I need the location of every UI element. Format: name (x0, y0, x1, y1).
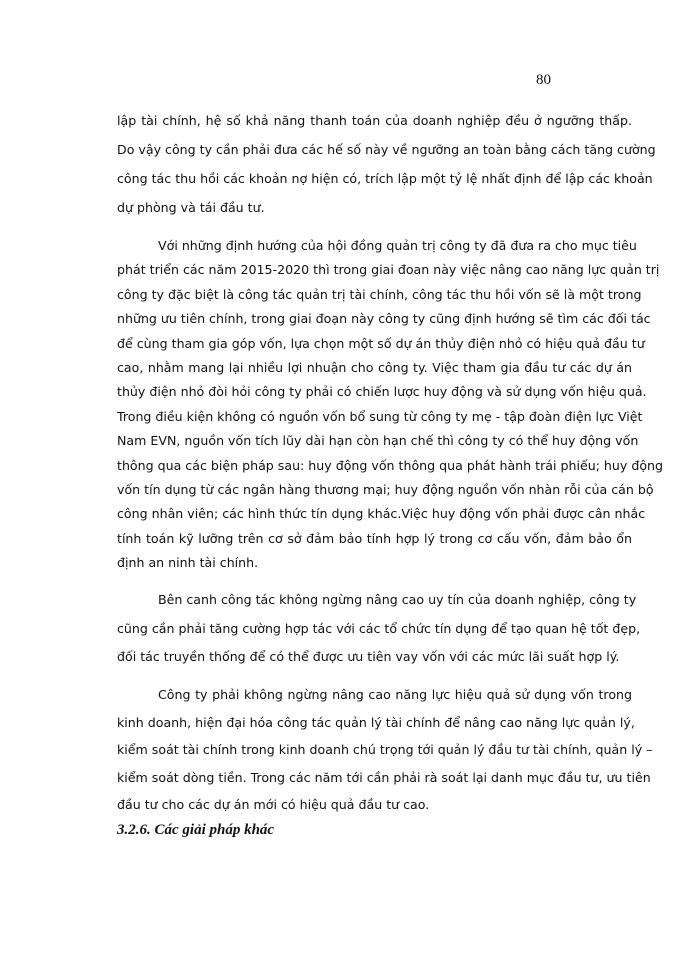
text-line: định an ninh tài chính. (117, 555, 259, 570)
text-line: đầu tư cho các dự án mới có hiệu quả đầu tư cao. (117, 797, 430, 812)
text-line: kiểm soát tài chính trong kinh doanh chú trọng tới quản lý đầu tư tài chính, quản lý – (117, 742, 653, 757)
text-line: những ưu tiên chính, trong giai đoạn này công ty cũng định hướng sẽ tìm các đối tác (117, 311, 651, 326)
text-line: phát triển các năm 2015-2020 thì trong giai đoan này việc nâng cao năng lực quản trị (117, 262, 660, 277)
text-line: dự phòng và tái đầu tư. (117, 200, 265, 215)
text-line: cũng cần phải tăng cường hợp tác với các tổ chức tín dụng để tạo quan hệ tốt đẹp, (117, 621, 641, 636)
text-line: Do vậy công ty cần phải đưa các hế số này về ngưỡng an toàn bằng cách tăng cường (117, 142, 656, 157)
text-line: để cùng tham gia góp vốn, lựa chọn một số dự án thủy điện nhỏ có hiệu quả đầu tư (117, 336, 645, 351)
text-line: công ty đặc biệt là công tác quản trị tài chính, công tác thu hồi vốn sẽ là một trong (117, 287, 642, 302)
text-line: kinh doanh, hiện đại hóa công tác quản lý tài chính để nâng cao năng lực quản lý, (117, 715, 635, 730)
text-line: thủy điện nhỏ đòi hỏi công ty phải có chiến lược huy động và sử dụng vốn hiệu quả. (117, 384, 647, 399)
text-line: đối tác truyền thống để có thể được ưu tiên vay vốn với các mức lãi suất hợp lý. (117, 649, 620, 664)
text-line: Trong điều kiện không có nguồn vốn bổ sung từ công ty mẹ - tập đoàn điện lực Việt (117, 409, 643, 424)
page-number: 80 (536, 72, 551, 88)
text-line: cao, nhằm mang lại nhiều lợi nhuận cho công ty. Việc tham gia đầu tư các dự án (117, 360, 632, 375)
text-line: công tác thu hồi các khoản nợ hiện có, trích lập một tỷ lệ nhất định để lập các khoản (117, 171, 653, 186)
text-line: thông qua các biện pháp sau: huy động vốn thông qua phát hành trái phiếu; huy động (117, 458, 664, 473)
text-line: Với những định hướng của hội đồng quản trị công ty đã đưa ra cho mục tiêu (158, 238, 637, 253)
text-line: tính toán kỹ lưỡng trên cơ sở đảm bảo tính hợp lý trong cơ cấu vốn, đảm bảo ổn (117, 531, 632, 546)
text-line: kiểm soát dòng tiền. Trong các năm tới cần phải rà soát lại danh mục đầu tư, ưu tiên (117, 770, 651, 785)
text-line: Bên canh công tác không ngừng nâng cao uy tín của doanh nghiệp, công ty (158, 592, 637, 607)
text-line: Công ty phải không ngừng nâng cao năng lực hiệu quả sử dụng vốn trong (158, 687, 632, 702)
text-line: lập tài chính, hệ số khả năng thanh toán của doanh nghiệp đều ở ngưỡng thấp. (117, 113, 632, 128)
section-heading: 3.2.6. Các giải pháp khác (117, 822, 275, 838)
text-line: Nam EVN, nguồn vốn tích lũy dài hạn còn hạn chế thì công ty có thể huy động vốn (117, 433, 639, 448)
text-line: công nhân viên; các hình thức tín dụng khác.Việc huy động vốn phải được cân nhắc (117, 506, 646, 521)
text-line: vốn tín dụng từ các ngân hàng thương mại; huy động nguồn vốn nhàn rỗi của cán bộ (117, 482, 654, 497)
